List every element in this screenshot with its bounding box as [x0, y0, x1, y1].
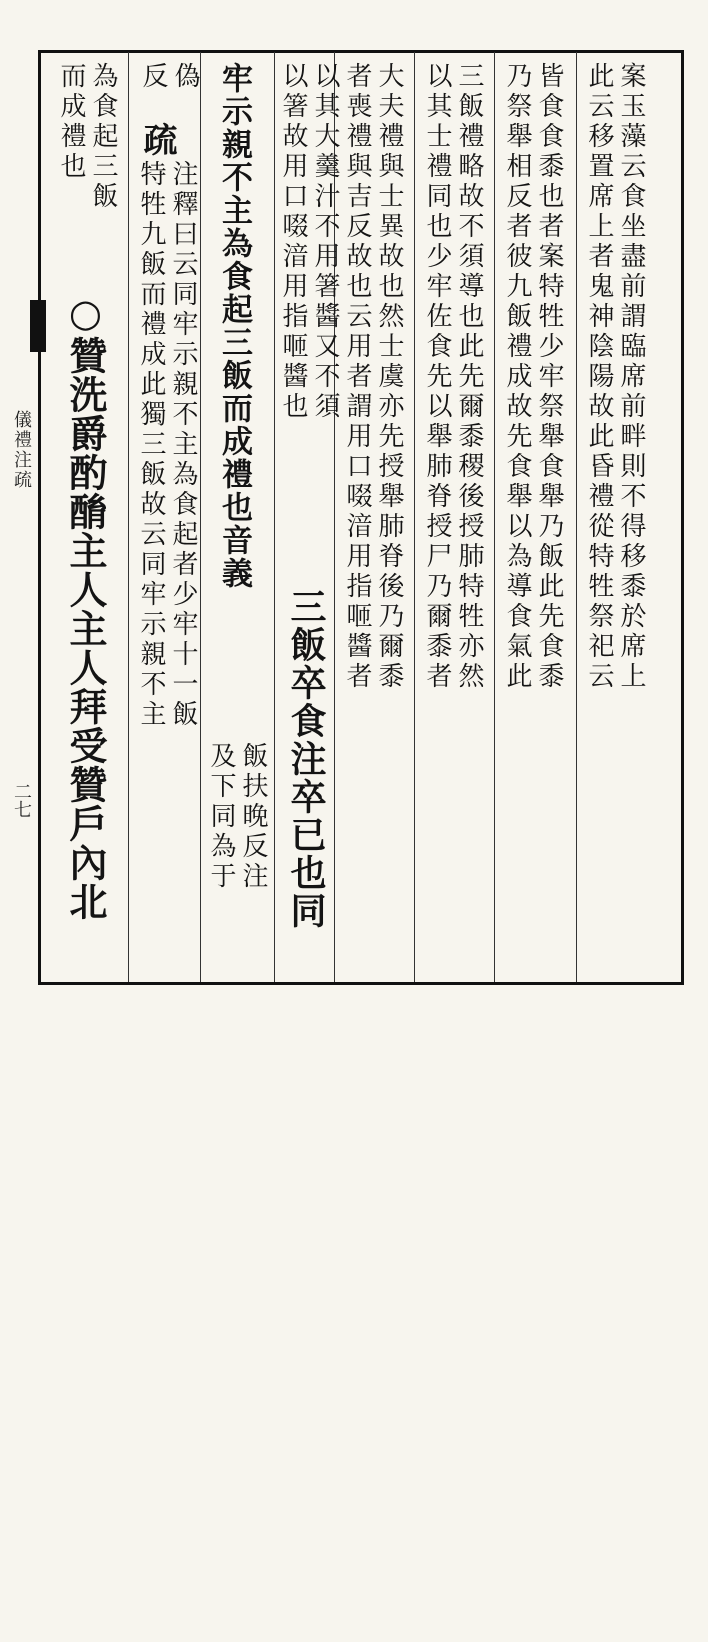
- gloss-line: 及下同為于: [206, 742, 236, 892]
- column-rule: [576, 52, 577, 982]
- commentary-line: 以其士禮同也少牢佐食先以舉肺脊授尸乃爾黍者: [422, 62, 452, 692]
- main-text-column: ○贊洗爵酌酳主人主人拜受贊戶內北: [63, 290, 108, 921]
- frame-bottom-border: [38, 982, 684, 985]
- main-text-column: 三飯卒食注卒已也同: [285, 588, 327, 930]
- fishtail-mark: [30, 300, 46, 352]
- commentary-line: 而成禮也: [56, 62, 86, 182]
- column-rule: [494, 52, 495, 982]
- commentary-column-3: [424, 62, 482, 962]
- margin-title: 儀禮注疏: [11, 410, 32, 490]
- commentary-line: 皆食食黍也者案特牲少牢祭舉食舉乃飯此先食黍: [534, 62, 564, 692]
- shu-marker: 疏: [137, 122, 177, 158]
- commentary-column-4: [344, 62, 402, 962]
- gloss-line: 偽: [170, 62, 200, 92]
- commentary-column-1: [586, 62, 644, 962]
- column-rule: [414, 52, 415, 982]
- gloss-line: 飯扶晚反注: [238, 742, 268, 892]
- main-text-column: 牢示親不主為食起三飯而成禮也音義: [216, 62, 252, 590]
- column-rule: [128, 52, 129, 982]
- commentary-line: 此云移置席上者鬼神陰陽故此昏禮從特牲祭祀云: [584, 62, 614, 692]
- commentary-line: 乃祭舉相反者彼九飯禮成故先食舉以為導食氣此: [502, 62, 532, 692]
- commentary-line: 以箸故用口啜湆用指咂醬也: [278, 62, 308, 422]
- column-rule: [200, 52, 201, 982]
- commentary-line: 為食起三飯: [88, 62, 118, 212]
- commentary-line: 三飯禮略故不須導也此先爾黍稷後授肺特牲亦然: [454, 62, 484, 692]
- commentary-column-7: [138, 160, 196, 1060]
- frame-left-border: [38, 50, 41, 985]
- commentary-line: 案玉藻云食坐盡前謂臨席前畔則不得移黍於席上: [616, 62, 646, 692]
- commentary-line: 以其大羹汁不用箸醬又不須: [310, 62, 340, 422]
- commentary-line: 特牲九飯而禮成此獨三飯故云同牢示親不主: [136, 160, 166, 730]
- frame-right-border: [681, 50, 684, 985]
- commentary-line: 者喪禮與吉反故也云用者謂用口啜湆用指咂醬者: [342, 62, 372, 692]
- column-rule: [274, 52, 275, 982]
- commentary-line: 大夫禮與士異故也然士虞亦先授舉肺脊後乃爾黍: [374, 62, 404, 692]
- page-number: 二七: [11, 782, 32, 818]
- commentary-line: 注釋曰云同牢示親不主為食起者少牢十一飯: [168, 160, 198, 730]
- gloss-line: 反: [138, 62, 168, 92]
- sound-gloss-column: [208, 742, 266, 1642]
- commentary-column-2: [504, 62, 562, 962]
- frame-top-border: [38, 50, 684, 53]
